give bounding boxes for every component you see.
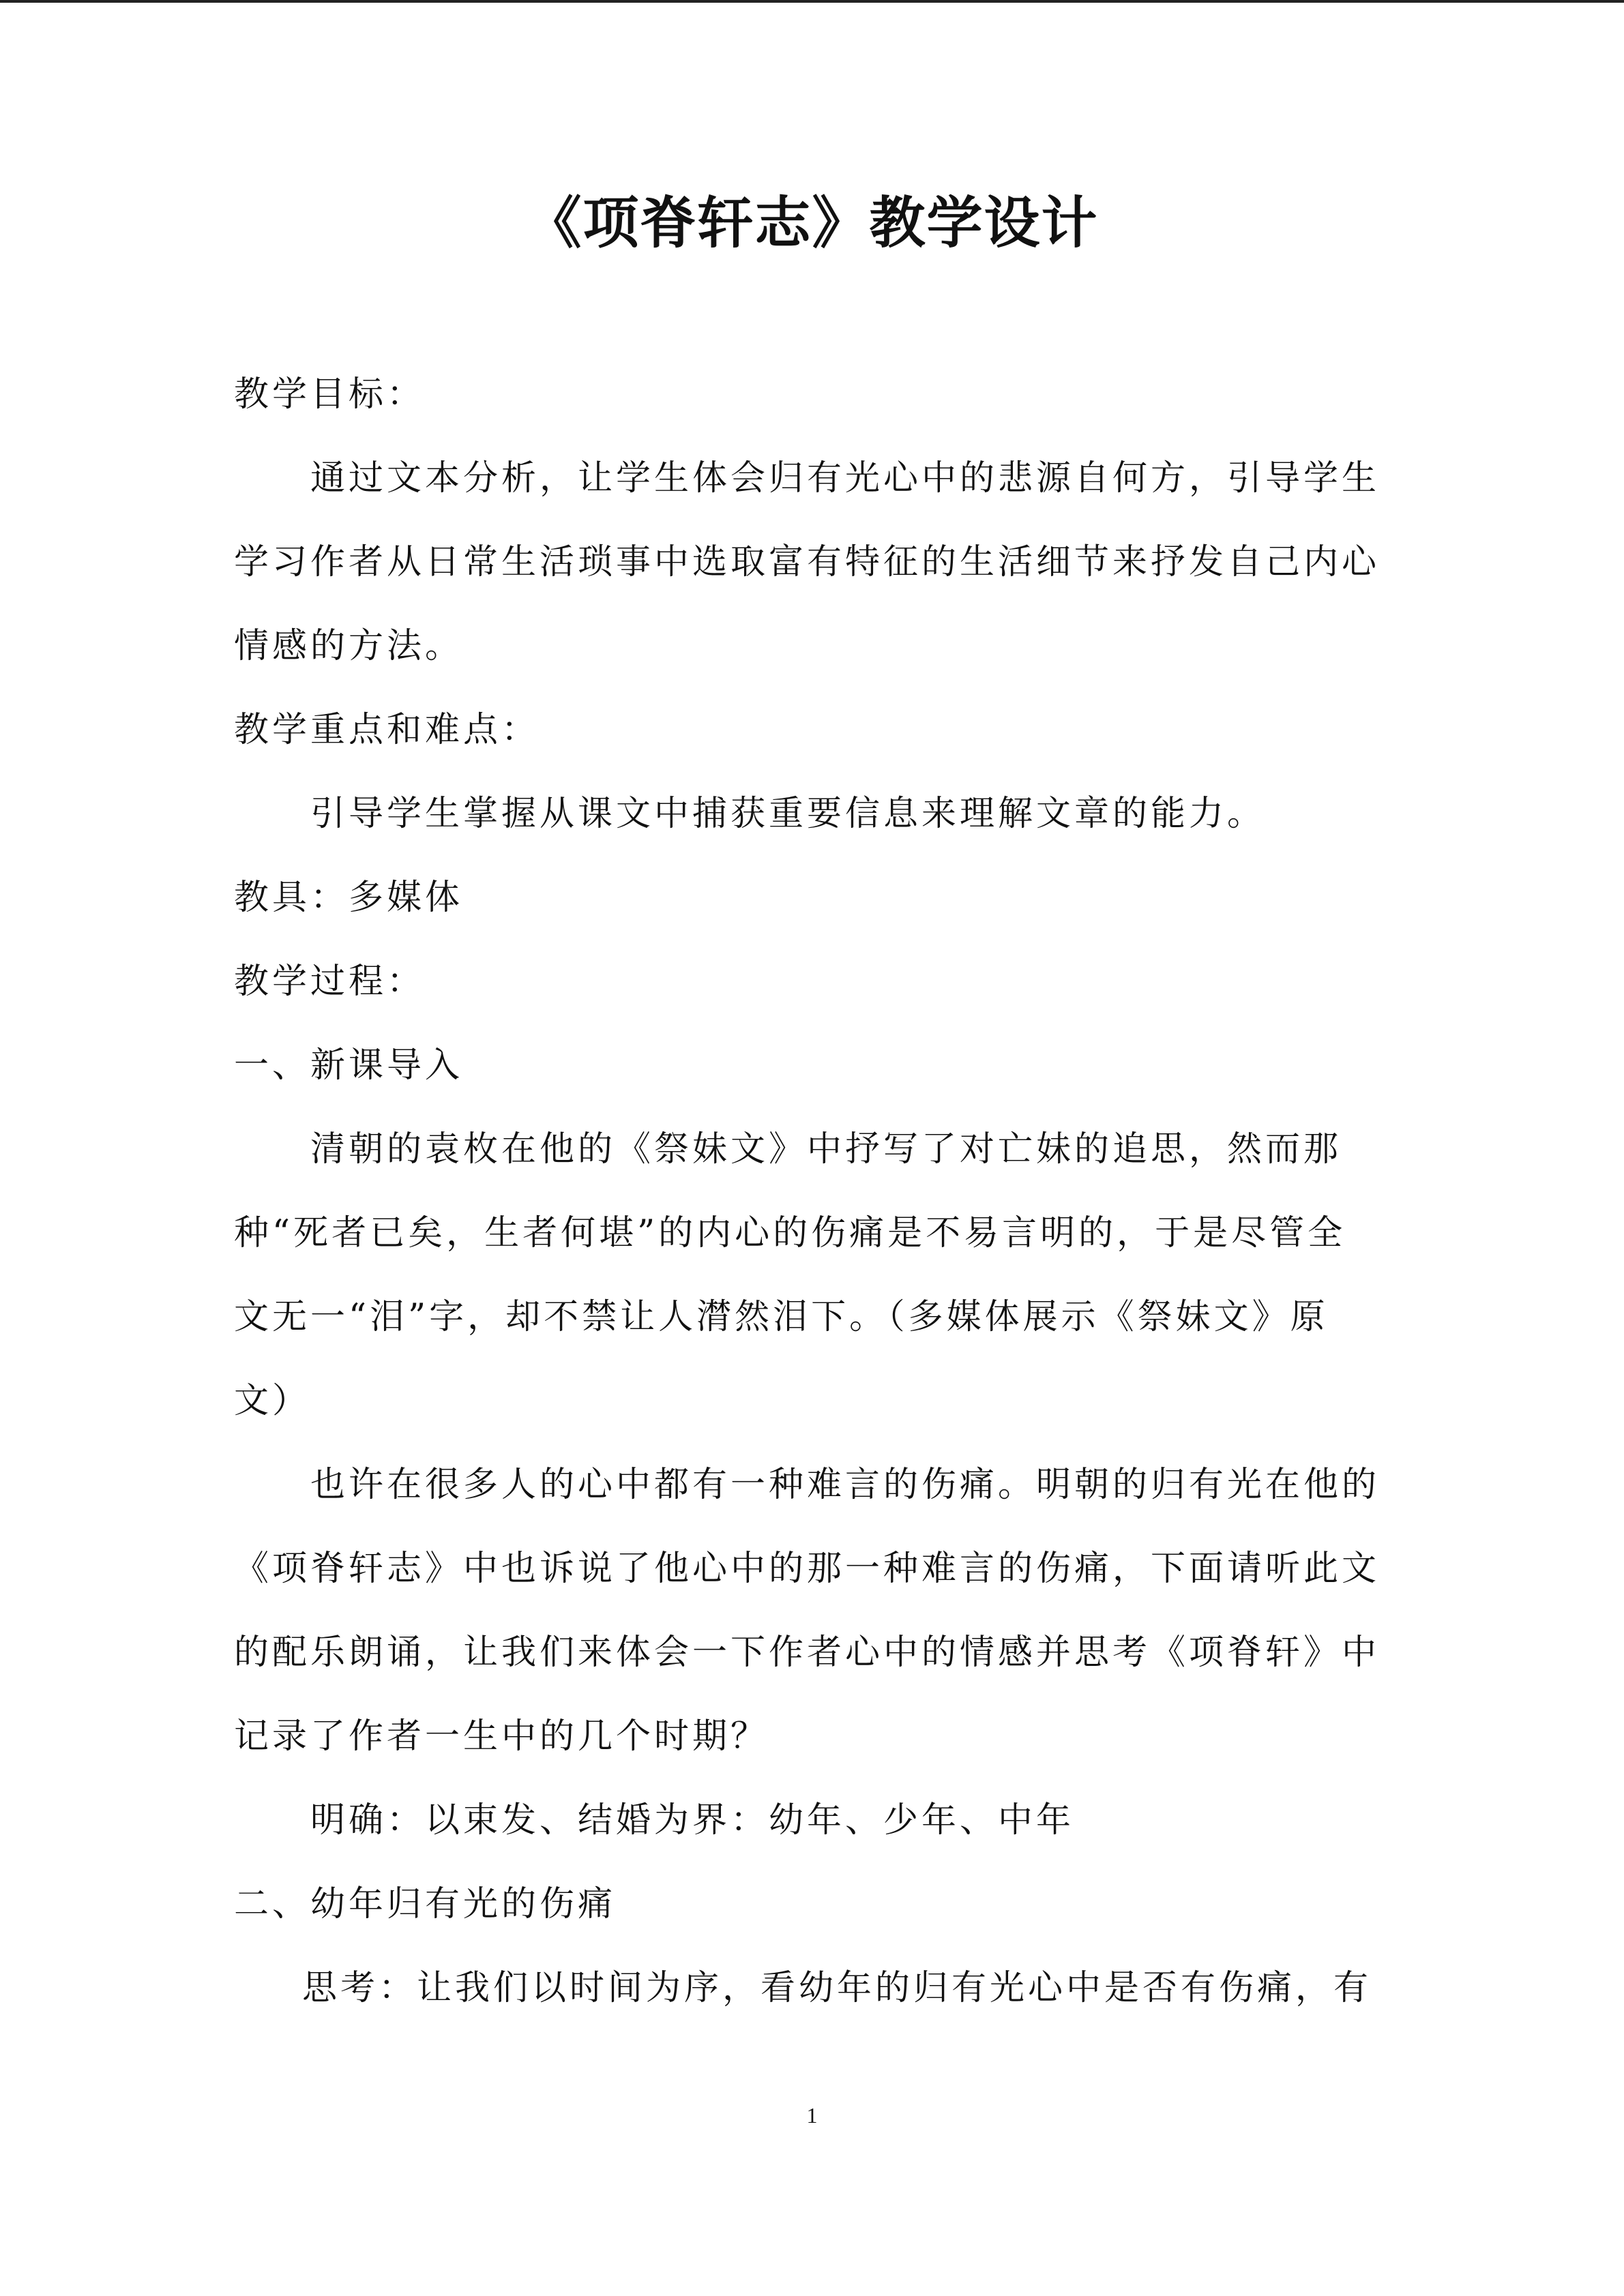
top-border-line	[0, 0, 1624, 3]
paragraph-introduction-1: 清朝的袁枚在他的《祭妹文》中抒写了对亡妹的追思，然而那种“死者已矣，生者何堪”的内心的伤痛是不易言明的，于是尽管全文无一“泪”字，却不禁让人潸然泪下。（多媒体展示《祭妹文》原文）	[234, 1129, 1346, 1421]
section-heading-key-points: 教学重点和难点：	[234, 710, 540, 750]
paragraph-key-points: 引导学生掌握从课文中捕获重要信息来理解文章的能力。	[310, 794, 1266, 834]
paragraph-childhood-question: 思考：让我们以时间为序，看幼年的归有光心中是否有伤痛，有	[302, 1968, 1372, 2008]
paragraph-objectives: 通过文本分析，让学生体会归有光心中的悲源自何方，引导学生学习作者从日常生活琐事中选取富有特征的生活细节来抒发自己内心情感的方法。	[234, 458, 1381, 666]
page-number: 1	[806, 2103, 818, 2128]
section-heading-objectives: 教学目标：	[234, 374, 426, 415]
section-heading-childhood: 二、幼年归有光的伤痛	[234, 1884, 617, 1924]
paragraph-clarification: 明确：以束发、结婚为界：幼年、少年、中年	[310, 1800, 1075, 1840]
section-heading-introduction: 一、新课导入	[234, 1045, 464, 1086]
document-title: 《项脊轩志》教学设计	[525, 191, 1099, 256]
document-body	[234, 353, 1380, 2030]
teaching-tools-line: 教具：多媒体	[234, 878, 464, 918]
paragraph-introduction-2: 也许在很多人的心中都有一种难言的伤痛。明朝的归有光在他的《项脊轩志》中也诉说了他心中的那一种难言的伤痛，下面请听此文的配乐朗诵，让我们来体会一下作者心中的情感并思考《项脊轩》中记录了作者一生中的几个时期？	[234, 1465, 1381, 1757]
section-heading-process: 教学过程：	[234, 961, 426, 1002]
